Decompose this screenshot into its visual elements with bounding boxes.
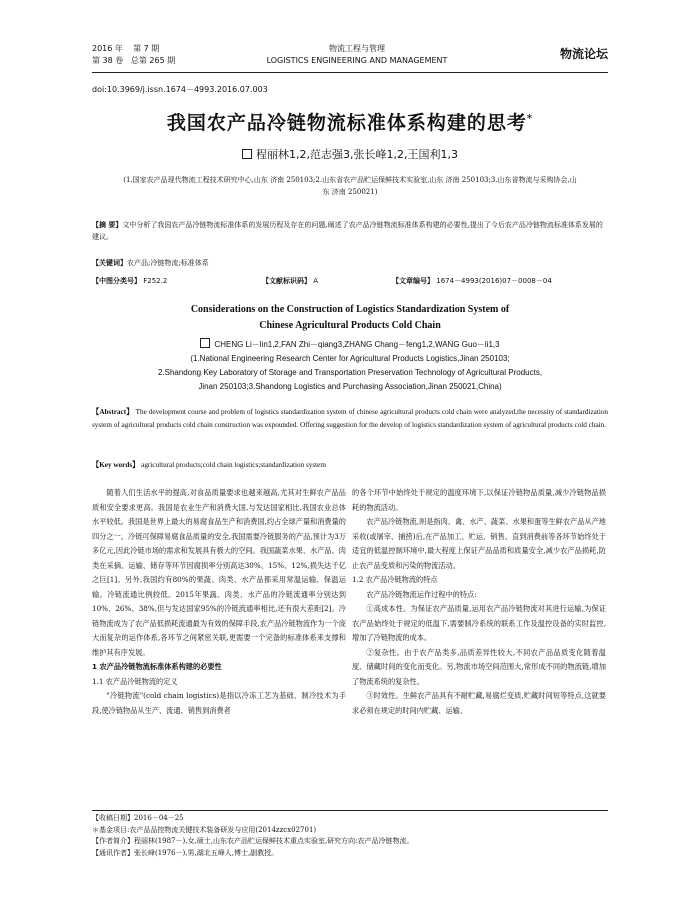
paragraph: ③时效性。生鲜农产品具有不耐贮藏,易腐烂变质,贮藏时间短等特点,这就要求必须在规定的时间内贮藏、运输、 <box>352 691 606 715</box>
paragraph: ①高成本性。为保证农产品质量,运用农产品冷链物流对其进行运输,为保证农产品始终处于规定的低温下,需要制冷系统的联系工作及温控设备的实时监控,增加了冷链物流的成本。 <box>352 604 606 642</box>
paragraph: ②复杂性。由于农产品类多,品质差异性较大,不同农产品品质变化随着温度、储藏时间的变化而变化。另,物流市场空间范围大,常形成不同的物流链,增加了物流系统的复杂性。 <box>352 647 606 686</box>
body-right-column <box>352 486 606 718</box>
affiliations: (1.国家农产品现代物流工程技术研究中心,山东 济南 250103;2.山东省农产品贮运保鲜技术实验室,山东 济南 250103;3.山东省物流与采购协会,山东 济南 250021) <box>123 176 577 196</box>
author-list: 程丽林1,2,范志强3,张长峰1,2,王国利1,3 <box>92 146 608 162</box>
keywords-cn: 【关键词】农产品;冷链物流;标准体系 <box>92 258 209 267</box>
subsection-heading: 1.2 农产品冷链物流的特点 <box>352 575 438 584</box>
paper-title: 我国农产品冷链物流标准体系构建的思考* <box>166 112 534 134</box>
english-affiliations: (1.National Engineering Research Center for Agricultural Products Logistics,Jinan 250103; 2.Shandong Key Laboratory of Storage and Transportation Preservation Technology of Agricultural Products, Jinan 250103;3.Shandong Logistics and Purchasing Association,Jinan 250021,China) <box>157 354 543 391</box>
checkbox-mark-icon <box>242 149 252 159</box>
paragraph: 农产品冷链物流,则是指肉、禽、水产、蔬菜、水果和蛋等生鲜农产品从产地采收(或屠宰、捕捞)后,在产品加工、贮运、销售、直到消费前等各环节始终处于适宜的低温控制环境中,最大程度上保证产品品质和质量安全,减少农产品损耗,防止农产品变质和污染的物流活动。 <box>352 517 606 570</box>
body-left-column <box>92 486 346 718</box>
footnotes: 【收稿日期】2016－04－25 ＊基金项目:农产品品控物流关键技术装备研发与应用(2014zzcx02701) 【作者简介】程丽林(1987－),女,硕士,山东农产品贮运保鲜技术重点实验室,研究方向:农产品冷链物流。 【通讯作者】张长峰(1976－),男,湖北五峰人,博士,副教授。 <box>92 810 608 859</box>
english-title: Considerations on the Construction of Logistics Standardization System of Chinese Agricultural Products Cold Chain <box>190 304 510 331</box>
subsection-heading: 1.1 农产品冷链物流的定义 <box>92 676 178 686</box>
english-authors: CHENG Li－lin1,2,FAN Zhi－qiang3,ZHANG Chang－feng1,2,WANG Guo－li1,3 <box>92 338 608 350</box>
section-heading: 1 农产品冷链物流标准体系构建的必要性 <box>92 662 222 671</box>
checkbox-mark-icon <box>200 338 210 348</box>
keywords-en: 【Key words】 agricultural products;cold chain logistics;standardization system <box>92 461 326 469</box>
paragraph: "冷链物流"(cold chain logistics)是指以冷冻工艺为基础、制冷技术为手段,使冷链物品从生产、流通、销售到消费者 <box>92 691 346 715</box>
paragraph: 的各个环节中始终处于规定的温度环境下,以保证冷链物品质量,减少冷链物品损耗的物流活动。 <box>352 488 606 512</box>
abstract-cn: 【摘 要】文中分析了我国农产品冷链物流标准体系的发展历程及存在的问题,阐述了农产品冷链物流标准体系构建的必要性,提出了今后农产品冷链物流标准体系发展的建议。 <box>92 221 603 241</box>
journal-name: 物流工程与管理 LOGISTICS ENGINEERING AND MANAGEMENT <box>266 44 448 65</box>
journal-page: 2016 年 第 7 期 第 38 卷 总第 265 期 物流工程与管理 LOGISTICS ENGINEERING AND MANAGEMENT 物流论坛 doi:10.3969/j.issn.1674－4993.2016.07.003 我国农产品冷链物流标准体系构建的思考* 程丽林1,2,范志强3,张长峰1,2,王国利1,3 (1.国家农产品现代物流工程技术研究中心,山东 济南 250103;2.山东省农产品贮运保鲜技术实验室,山东 济南 250103;3.山东省物流与采购协会,山东 济南 250021) 【摘 要】文中分析了我国农产品冷链物流标准体系的发展历程及存在的问题,阐述了农产品冷链物流标准体系构建的必要性,提出了今后农产品冷链物流标准体系发展的建议。 【关键词】农产品;冷链物流;标准体系 【中图分类号】 F252.2 【文献标识码】 A 【文章编号】 1674－4993(2016)07－0008－04 Considerations on the Construction of Logistics Standardization System of Chinese Agricultural Products Cold Chain CHENG Li－lin1,2,FAN Zhi－qiang3,ZHANG Chang－feng1,2,WANG Guo－li1,3 (1.National Engineering Research Center for Agricultural Products Logistics,Jinan 250103; 2.Shandong Key Laboratory of Storage and Transportation Preservation Technology of Agricultural Products, Jinan 250103;3.Shandong Logistics and Purchasing Association,Jinan 250021,China) 【Abstract】 The development course and problem of logistics standardization system of chinese agricultural products cold chain were analyzed,the necessity of standardization system of agricultural products cold chain construction was expounded. Offering suggestion for the develop of logistics standardization system of agricultural products cold chain. 【Key words】 agricultural products;cold chain logistics;standardization system 随着人们生活水平的提高,对食品质量要求也越来越高,尤其对生鲜农产品品质和安全要求更高。我国是农业生产和消费大国,与发达国家相比,我国农业总体水平较低。我国是世界上最大的易腐食品生产和消费国,约占全球产量和消费量的四分之一。冷链可保障易腐食品质量的安全,我国需要冷链服务的产品,预计为3万多亿元,因此冷链市场的需求和发展具有极大的空间。我国蔬菜水果、水产品、肉类在采摘、运输、储存等环节因腐损率分别高达30%、15%、12%,损失达千亿之巨[1]。另外,我国约有80%的果蔬、肉类、水产品都采用常温运输、保温运输。冷链流通比例较低。2015年果蔬、肉类、水产品的冷链流通率分别达到10%、26%、38%,但与发达国家95%的冷链流通率相比,还有很大差距[2]。冷链物流成为了农产品低损耗流通最为有效的保障手段,农产品冷链物流作为一个庞大而复杂的运作体系,各环节之间紧密关联,更需要一个完备的标准体系来支撑和维护其有序发展。 1 农产品冷链物流标准体系构建的必要性 1.1 农产品冷链物流的定义 "冷链物流"(cold chain logistics)是指以冷冻工艺为基础、制冷技术为手段,使冷链物品从生产、流通、销售到消费者 的各个环节中始终处于规定的温度环境下,以保证冷链物品质量,减少冷链物品损耗的物流活动。 农产品冷链物流,则是指肉、禽、水产、蔬菜、水果和蛋等生鲜农产品从产地采收(或屠宰、捕捞)后,在产品加工、贮运、销售、直到消费前等各环节始终处于适宜的低温控制环境中,最大程度上保证产品品质和质量安全,减少农产品损耗,防止农产品变质和污染的物流活动。 1.2 农产品冷链物流的特点 农产品冷链物流运作过程中的特点: ①高成本性。为保证农产品质量,运用农产品冷链物流对其进行运输,为保证农产品始终处于规定的低温下,需要制冷系统的联系工作及温控设备的实时监控,增加了冷链物流的成本。 ②复杂性。由于农产品类多,品质差异性较大,不同农产品品质变化随着温度、储藏时间的变化而变化。另,物流市场空间范围大,常形成不同的物流链,增加了物流系统的复杂性。 ③时效性。生鲜农产品具有不耐贮藏,易腐烂变质,贮藏时间短等特点,这就要求必须在规定的时间内贮藏、运输、 【收稿日期】2016－04－25 ＊基金项目:农产品品控物流关键技术装备研发与应用(2014zzcx02701) 【作者简介】程丽林(1987－),女,硕士,山东农产品贮运保鲜技术重点实验室,研究方向:农产品冷链物流。 【通讯作者】张长峰(1976－),男,湖北五峰人,博士,副教授。 <box>0 0 700 900</box>
section-name: 物流论坛 <box>559 47 608 61</box>
paragraph: 随着人们生活水平的提高,对食品质量要求也越来越高,尤其对生鲜农产品品质和安全要求更高。我国是农业生产和消费大国,与发达国家相比,我国农业总体水平较低。我国是世界上最大的易腐食品生产和消费国,约占全球产量和消费量的四分之一。冷链可保障易腐食品质量的安全,我国需要冷链服务的产品,预计为3万多亿元,因此冷链市场的需求和发展具有极大的空间。我国蔬菜水果、水产品、肉类在采摘、运输、储存等环节因腐损率分别高达30%、15%、12%,损失达千亿之巨[1]。另外,我国约有80%的果蔬、肉类、水产品都采用常温运输、保温运输。冷链流通比例较低。2015年果蔬、肉类、水产品的冷链流通率分别达到10%、26%、38%,但与发达国家95%的冷链流通率相比,还有很大差距[2]。冷链物流成为了农产品低损耗流通最为有效的保障手段,农产品冷链物流作为一个庞大而复杂的运作体系,各环节之间紧密关联,更需要一个完备的标准体系来支撑和维护其有序发展。 <box>92 488 346 657</box>
doi-line: doi:10.3969/j.issn.1674－4993.2016.07.003 <box>92 85 268 94</box>
abstract-en: 【Abstract】 The development course and problem of logistics standardization system of chinese agricultural products cold chain were analyzed,the necessity of standardization system of agricultural products cold chain construction was expounded. Offering suggestion for the develop of logistics standardization system of agricultural products cold chain. <box>92 408 609 429</box>
journal-header <box>92 40 608 73</box>
issue-info: 2016 年 第 7 期 第 38 卷 总第 265 期 <box>92 44 176 65</box>
paragraph: 农产品冷链物流运作过程中的特点: <box>366 589 477 599</box>
